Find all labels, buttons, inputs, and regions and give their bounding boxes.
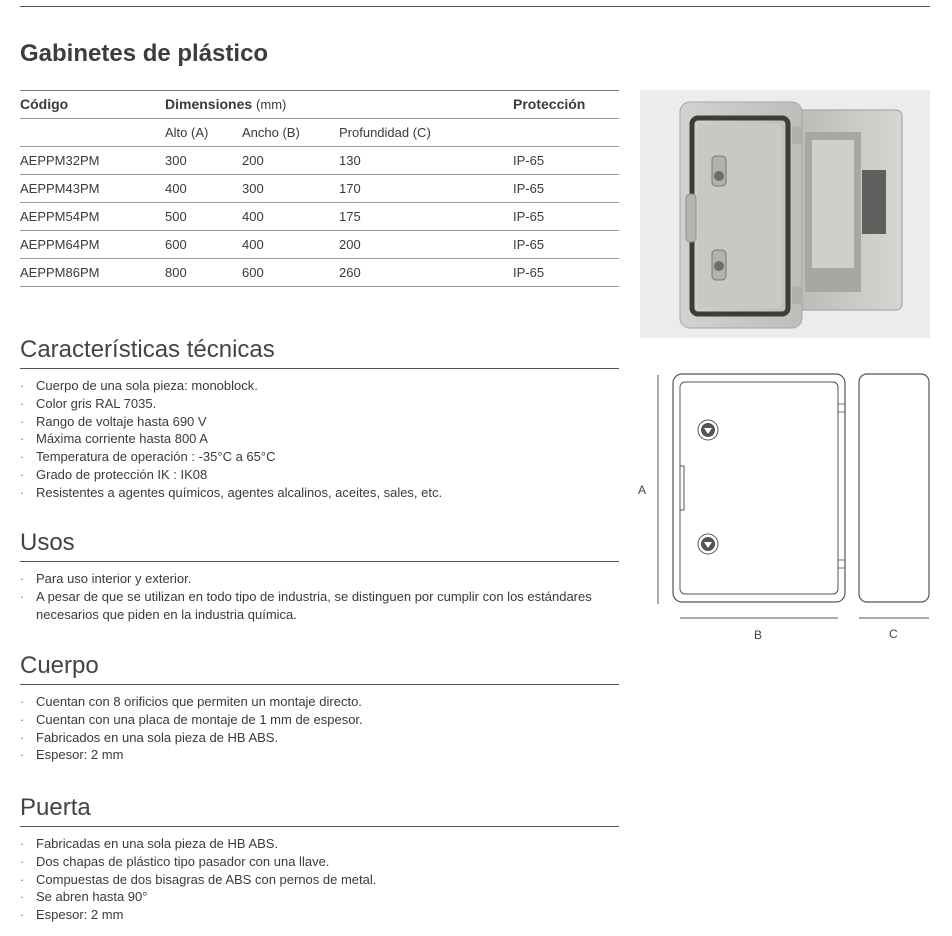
- list-item: · Máxima corriente hasta 800 A: [20, 431, 208, 447]
- list-item: · Espesor: 2 mm: [20, 747, 124, 763]
- section-title: Cuerpo: [20, 652, 99, 679]
- front-view-door: [680, 382, 838, 594]
- cell-profundidad: 175: [339, 209, 361, 224]
- cell-proteccion: IP-65: [513, 265, 545, 280]
- header-code: Código: [20, 96, 69, 112]
- list-item: · Para uso interior y exterior.: [20, 571, 192, 586]
- hinge-bottom: [838, 560, 845, 568]
- cell-profundidad: 170: [339, 181, 361, 196]
- list-item: · Fabricados en una sola pieza de HB ABS.: [20, 729, 279, 745]
- cell-ancho: 400: [242, 237, 264, 252]
- section-rule: [20, 368, 619, 369]
- subheader-alto: Alto (A): [165, 125, 209, 140]
- dimension-drawing-svg: [630, 368, 940, 653]
- section-rule: [20, 561, 619, 562]
- cell-alto: 600: [165, 237, 187, 252]
- label-c: C: [889, 627, 898, 641]
- cell-profundidad: 200: [339, 237, 361, 252]
- table-subheader-row: [20, 119, 619, 147]
- list-item: · Temperatura de operación : -35°C a 65°C: [20, 449, 276, 465]
- list-item: · Cuerpo de una sola pieza: monoblock.: [20, 378, 258, 393]
- cell-proteccion: IP-65: [513, 181, 545, 196]
- cell-profundidad: 260: [339, 265, 361, 280]
- section-title: Puerta: [20, 794, 91, 821]
- list-item: · Espesor: 2 mm: [20, 907, 124, 923]
- list-item: · A pesar de que se utilizan en todo tipo de industria, se distinguen por cumplir con los estándares necesarios que piden en la industria química.: [20, 588, 592, 622]
- list-item: · Se abren hasta 90°: [20, 889, 148, 905]
- cell-proteccion: IP-65: [513, 153, 545, 168]
- feature-list: [20, 835, 619, 924]
- cell-proteccion: IP-65: [513, 209, 545, 224]
- cell-alto: 500: [165, 209, 187, 224]
- header-dimensions: Dimensiones (mm): [165, 96, 287, 112]
- feature-list: [20, 693, 619, 764]
- table-row: [20, 259, 619, 287]
- section-caracteristicas: [20, 334, 619, 502]
- page-title: Gabinetes de plástico: [20, 40, 269, 67]
- list-item: · Compuestas de dos bisagras de ABS con pernos de metal.: [20, 871, 377, 887]
- header-protection: Protección: [513, 96, 586, 112]
- door-handle: [680, 466, 684, 510]
- list-item: · Cuentan con 8 orificios que permiten un montaje directo.: [20, 694, 362, 709]
- subheader-ancho: Ancho (B): [242, 125, 300, 140]
- cell-profundidad: 130: [339, 153, 361, 168]
- cell-ancho: 300: [242, 181, 264, 196]
- list-item: · Grado de protección IK : IK08: [20, 466, 208, 482]
- lock-icon: [698, 534, 718, 554]
- spec-table: [20, 90, 619, 287]
- cabinet-photo-illustration: [640, 90, 930, 338]
- section-rule: [20, 826, 619, 827]
- cell-alto: 800: [165, 265, 187, 280]
- cell-alto: 400: [165, 181, 187, 196]
- product-photo: [640, 90, 930, 338]
- cell-proteccion: IP-65: [513, 237, 545, 252]
- top-rule: [20, 6, 930, 7]
- feature-list: [20, 377, 619, 502]
- table-header-row: [20, 90, 619, 119]
- list-item: · Dos chapas de plástico tipo pasador con una llave.: [20, 853, 330, 869]
- subheader-profundidad: Profundidad (C): [339, 125, 431, 140]
- table-row: [20, 231, 619, 259]
- cell-code: AEPPM64PM: [20, 237, 100, 252]
- side-view-outline: [859, 374, 929, 602]
- hinge-top: [838, 404, 845, 412]
- cell-ancho: 600: [242, 265, 264, 280]
- cell-ancho: 400: [242, 209, 264, 224]
- cell-alto: 300: [165, 153, 187, 168]
- cell-ancho: 200: [242, 153, 264, 168]
- list-item: · Resistentes a agentes químicos, agentes alcalinos, aceites, sales, etc.: [20, 484, 443, 500]
- front-view-outline: [673, 374, 845, 602]
- header-dimensions-unit: (mm): [256, 97, 287, 112]
- cell-code: AEPPM54PM: [20, 209, 100, 224]
- list-item: · Color gris RAL 7035.: [20, 395, 157, 411]
- section-title: Características técnicas: [20, 336, 275, 363]
- list-item: · Rango de voltaje hasta 690 V: [20, 413, 207, 429]
- dimension-drawing: [630, 368, 940, 653]
- section-usos: [20, 527, 619, 623]
- section-cuerpo: [20, 650, 619, 764]
- lock-icon: [698, 420, 718, 440]
- feature-list: [20, 570, 619, 623]
- section-rule: [20, 684, 619, 685]
- section-puerta: [20, 792, 619, 924]
- list-item: · Cuentan con una placa de montaje de 1 mm de espesor.: [20, 711, 363, 727]
- cell-code: AEPPM32PM: [20, 153, 100, 168]
- table-row: [20, 175, 619, 203]
- label-b: B: [754, 628, 763, 642]
- cell-code: AEPPM43PM: [20, 181, 100, 196]
- label-a: A: [638, 483, 647, 497]
- list-item: · Fabricadas en una sola pieza de HB ABS.: [20, 836, 279, 851]
- cell-code: AEPPM86PM: [20, 265, 100, 280]
- table-row: [20, 203, 619, 231]
- table-row: [20, 147, 619, 175]
- section-title: Usos: [20, 529, 75, 556]
